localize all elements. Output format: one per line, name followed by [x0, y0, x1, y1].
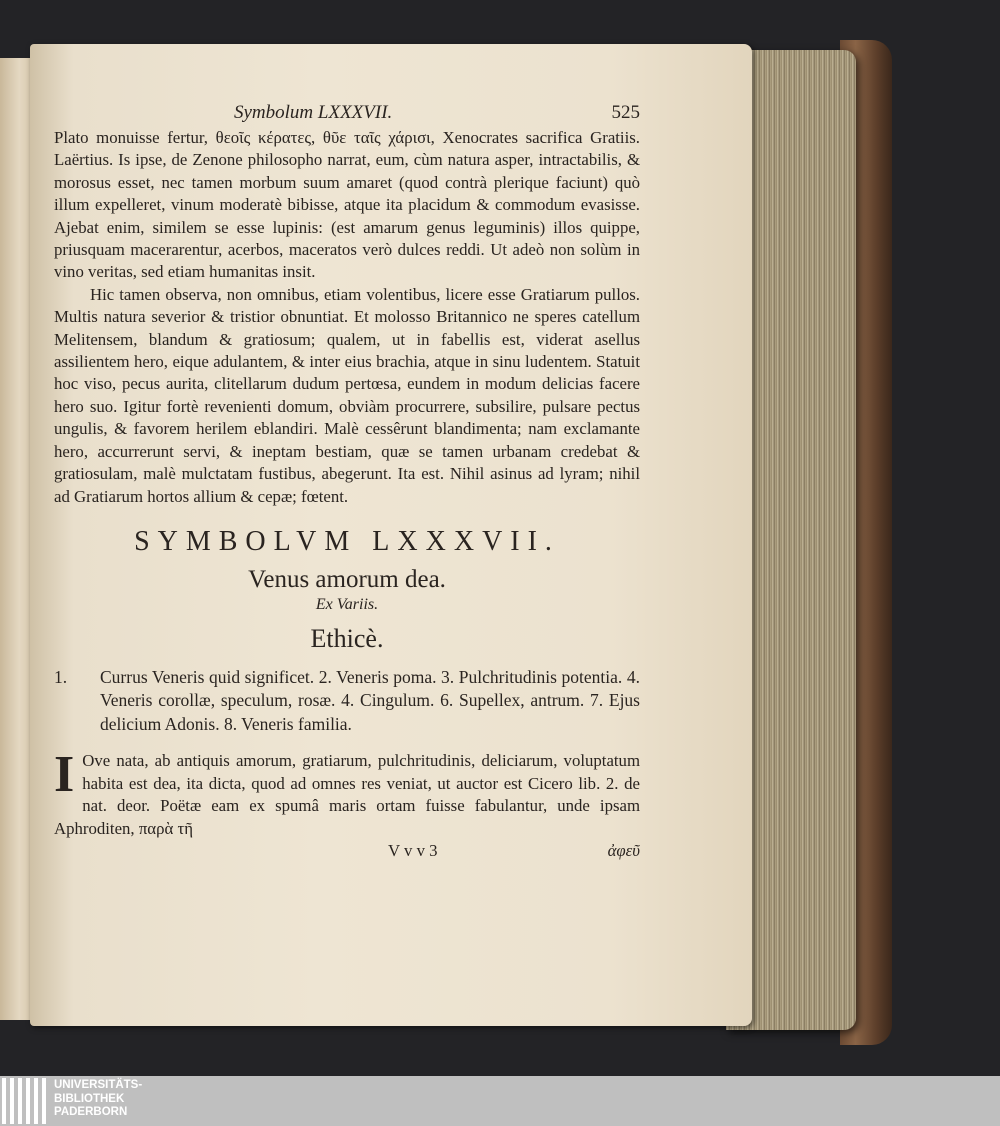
library-logo-icon: [2, 1078, 48, 1124]
page-number: 525: [611, 102, 640, 123]
running-title: Symbolum LXXXVII.: [234, 102, 393, 123]
symbol-source: Ex Variis.: [315, 595, 379, 613]
catchword: ἀφεῦ: [607, 841, 640, 861]
body-paragraph: [54, 746, 640, 840]
symbol-heading: SYMBOLVM LXXXVII.: [134, 525, 560, 557]
running-header: [54, 102, 640, 124]
library-name: [54, 1079, 142, 1120]
library-footer-bar: [0, 1076, 1000, 1126]
section-subheading: Ethicè.: [310, 623, 384, 653]
library-name-line2: BIBLIOTHEK: [54, 1092, 125, 1105]
paragraph-continued: Plato monuisse fertur, θεοῖς κέρατες, θῦε ταῖς χάρισι, Xenocrates sacrifica Gratiis. Laërtius. Is ipse, de Zenone philosopho narrat, eum, cùm natura asper, intractabilis, & morosus esset, nec tamen morbum suum amaret (quod contrà plerique faciunt) quò illum expelleret, vinum moderatè bibisse, atque ita placidum & commodum evasisse. Ajebat enim, similem se esse lupinis: (est amarum genus leguminis) illos quippe, priusquam macerarentur, acerbos, maceratos verò dulces reddi. Ut adeò non solùm in vino veritas, sed etiam humanitas insit.: [54, 128, 640, 282]
library-name-line1: UNIVERSITÄTS-: [54, 1079, 143, 1091]
left-page-edge: [0, 58, 33, 1020]
summary-number: 1.: [54, 666, 68, 687]
summary-text: Currus Veneris quid significet. 2. Veneris poma. 3. Pulchritudinis potentia. 4. Veneris corollæ, speculum, rosæ. 4. Cingulum. 6. Supellex, antrum. 7. Ejus delicium Adonis. 8. Veneris familia.: [100, 666, 640, 734]
drop-cap: I: [54, 746, 75, 804]
paragraph-gratiarum: Hic tamen observa, non omnibus, etiam volentibus, licere esse Gratiarum pullos. Multis natura severior & tristior obnuntiat. Et molosso Britannico ne speres catellum Melitensem, blandum & gratiosum; qualem, ut in fabellis est, viderat asellus assilientem hero, eique adulantem, & inter eius brachia, atque in sinu ludentem. Statuit hoc viso, pecus aurita, clitellarum dudum pertœsa, eundem in modum delicias facere hero suo. Igitur fortè revenienti domum, obviàm procurrere, subsilire, pulsare pectus ungulis, & favorem herilem eblandiri. Malè cessêrunt blandimenta; nam exclamante hero, accurrerunt servi, & ineptam bestiam, quæ se tamen urbanam credebat & gratiosulam, malè mulctatam fustibus, abegerunt. Ita est. Nihil asinus ad lyram; nihil ad Gratiarum hortos allium & cepæ; fœtent.: [54, 284, 640, 506]
symbol-title: Venus amorum dea.: [248, 565, 446, 593]
page-text: [54, 102, 640, 862]
signature-mark: V v v 3: [388, 841, 438, 861]
library-name-line3: PADERBORN: [54, 1106, 128, 1118]
chapter-summary: [54, 666, 640, 737]
page-footer: [54, 840, 640, 862]
body-text: Ove nata, ab antiquis amorum, gratiarum, pulchritudinis, deliciarum, voluptatum habita est dea, ita dicta, quod ad omnes res veniat, ut auctor est Cicero lib. 2. de nat. deor. Poëtæ eam ex spumâ maris ortam fuisse fabulantur, unde ipsam Aphroditen, παρὰ τῆ: [54, 751, 640, 838]
